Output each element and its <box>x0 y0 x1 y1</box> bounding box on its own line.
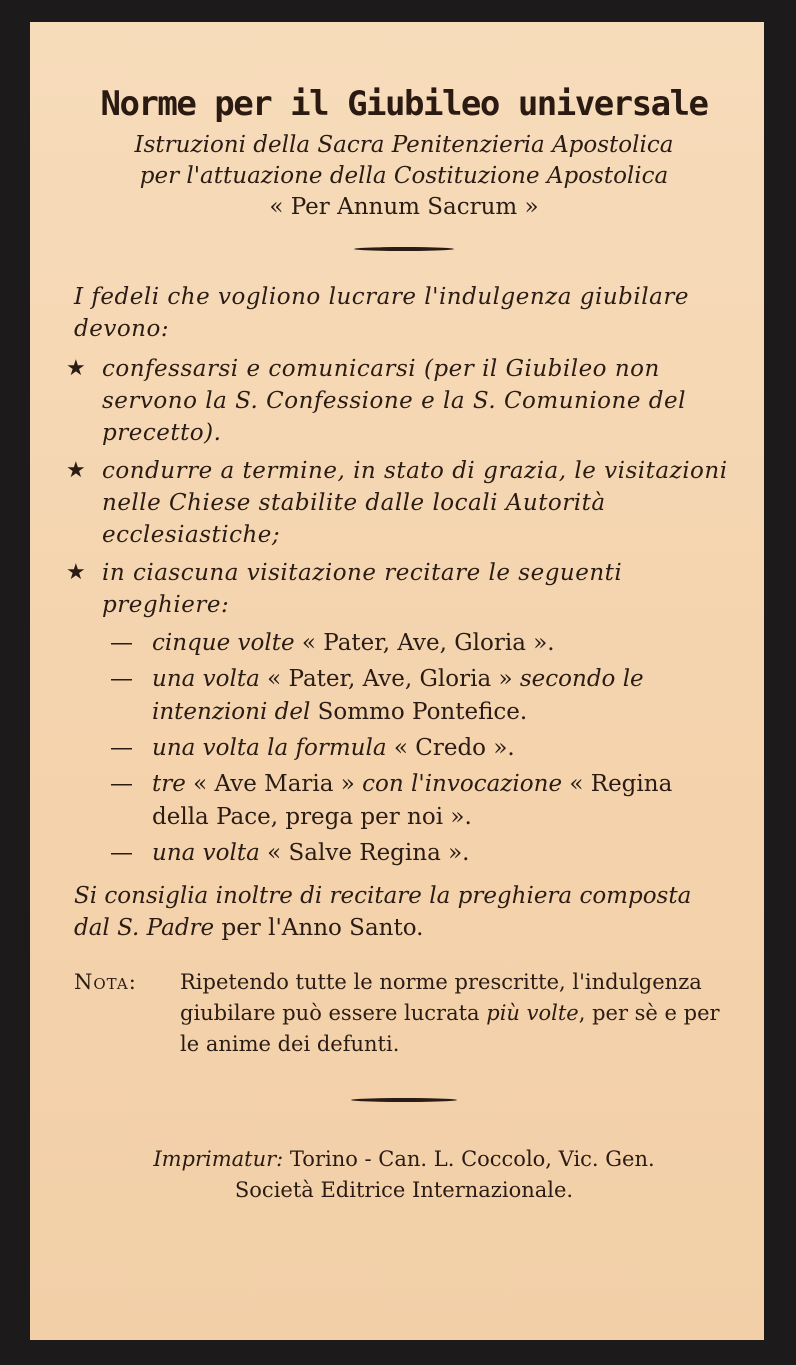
list-item <box>66 353 734 449</box>
nota-block <box>74 967 734 1060</box>
ornament-divider-bottom <box>351 1098 457 1102</box>
list-item <box>66 455 734 551</box>
prayer-item <box>110 732 734 765</box>
advice-upright: per l'Anno Santo. <box>221 915 424 941</box>
prayer-text: « Salve Regina ». <box>267 840 470 866</box>
advice-paragraph <box>74 880 734 944</box>
dash-mark: — <box>110 840 133 866</box>
nota-label: Nota: <box>74 970 137 994</box>
prayer-tail: con l'invocazione <box>362 771 563 797</box>
imprimatur-label: Imprimatur: <box>153 1147 284 1171</box>
bullet-text: in ciascuna visitazione recitare le seguenti preghiere: <box>102 560 623 618</box>
nota-text <box>180 967 734 1060</box>
dash-mark: — <box>110 630 133 656</box>
subtitle-line-2: per l'attuazione della Costituzione Apostolica <box>139 163 669 189</box>
prayer-lead: una volta <box>152 666 260 692</box>
prayer-lead: cinque volte <box>152 630 295 656</box>
dash-mark: — <box>110 666 133 692</box>
ornament-divider <box>354 247 454 251</box>
star-icon: ★ <box>66 458 86 483</box>
nota-text-a: Ripetendo tutte le norme prescritte, l'indulgenza giubilare può essere lucrata <box>180 970 702 1025</box>
prayer-text: « Pater, Ave, Gloria » <box>267 666 513 692</box>
jubilee-card <box>30 22 764 1340</box>
prayer-text: « Ave Maria » <box>193 771 355 797</box>
prayer-lead: una volta <box>152 840 260 866</box>
prayer-lead: una volta la formula <box>152 735 387 761</box>
advice-italic: Si consiglia inoltre di recitare la preghiera composta dal S. Padre <box>74 883 692 941</box>
bullet-text: confessarsi e comunicarsi (per il Giubileo non servono la S. Confessione e la S. Comunione del precetto). <box>102 356 686 446</box>
prayer-lead: tre <box>152 771 186 797</box>
dash-mark: — <box>110 771 133 797</box>
prayer-tail-2: Sommo Pontefice. <box>317 699 528 725</box>
prayer-item <box>110 837 734 870</box>
prayer-tail-2: « Regina della Pace, prega per noi ». <box>152 771 673 830</box>
subtitle-line-1: Istruzioni della Sacra Penitenzieria Apostolica <box>134 132 674 158</box>
star-icon: ★ <box>66 356 86 381</box>
star-icon: ★ <box>66 560 86 585</box>
nota-text-b: , per sè e per le anime dei defunti. <box>180 1001 720 1056</box>
prayer-text: « Pater, Ave, Gloria ». <box>301 630 555 656</box>
card-title: Norme per il Giubileo universale <box>100 84 708 124</box>
prayer-tail: secondo le intenzioni del <box>152 666 644 725</box>
nota-text-italic: più volte <box>486 1001 579 1025</box>
subtitle-line-3: « Per Annum Sacrum » <box>269 194 539 220</box>
imprimatur-text: Torino - Can. L. Coccolo, Vic. Gen. <box>289 1147 655 1171</box>
list-item <box>66 557 734 621</box>
imprimatur-line <box>74 1144 734 1175</box>
dash-mark: — <box>110 735 133 761</box>
prayer-item <box>110 768 734 834</box>
publisher-line: Società Editrice Internazionale. <box>234 1178 574 1202</box>
prayer-item <box>110 663 734 729</box>
bullet-text: condurre a termine, in stato di grazia, le visitazioni nelle Chiese stabilite dalle locali Autorità ecclesiastiche; <box>102 458 728 548</box>
intro-text: I fedeli che vogliono lucrare l'indulgenza giubilare devono: <box>74 284 689 342</box>
prayer-item <box>110 627 734 660</box>
prayer-text: « Credo ». <box>393 735 515 761</box>
